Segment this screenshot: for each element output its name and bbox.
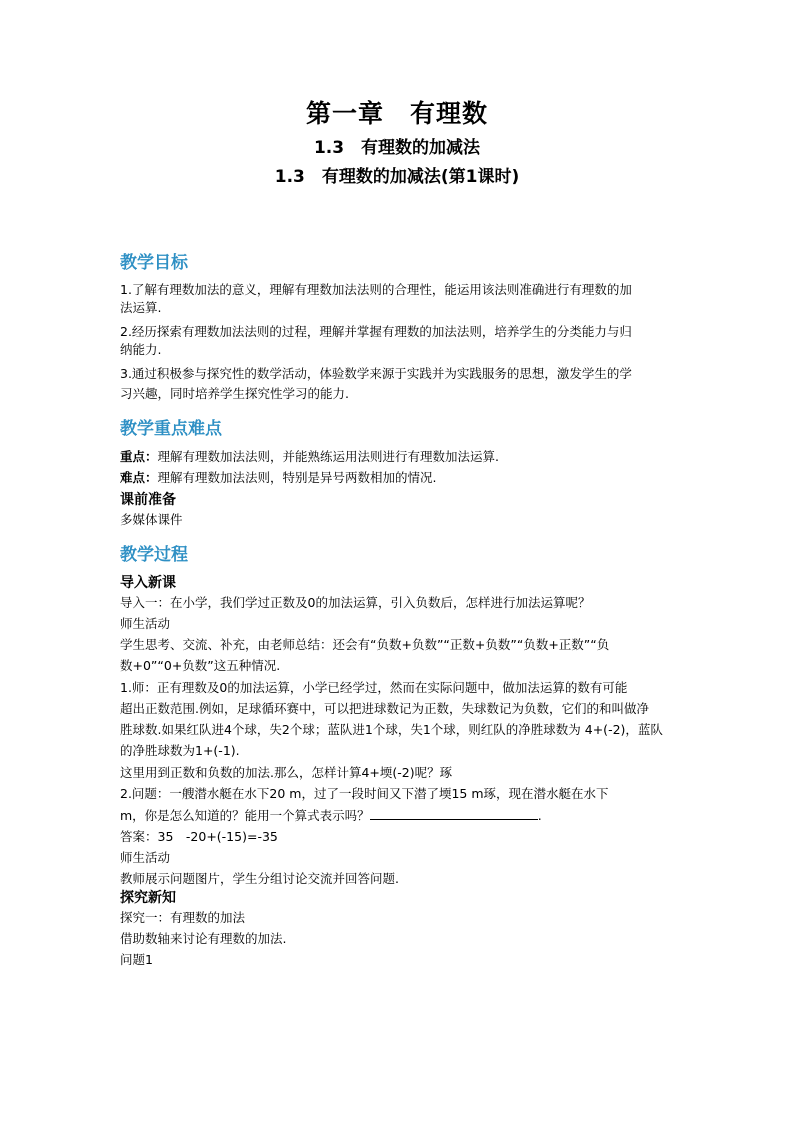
objective-line: 3.通过积极参与探究性的数学活动，体验数学来源于实践并为实践服务的思想，激发学生的学 [120,366,632,381]
explore-line: 借助数轴来讨论有理数的加法. [120,931,287,946]
hard-text: 理解有理数加法法则，特别是异号两数相加的情况. [157,470,437,485]
question-end: . [537,808,542,823]
process-line: 数+0”“0+负数”这五种情况. [120,658,281,673]
objective-line: 1.了解有理数加法的意义，理解有理数加法法则的合理性，能运用该法则准确进行有理数的加 [120,282,632,297]
process-line: 导入一：在小学，我们学过正数及0的加法运算，引入负数后，怎样进行加法运算呢？ [120,595,591,610]
explore-line: 问题1 [120,952,153,967]
process-line: 师生活动 [120,616,171,631]
intro-heading: 导入新课 [120,575,176,591]
process-line: 的净胜球数为1+(-1). [120,743,240,758]
key-point-line [120,449,499,465]
process-line: 教师展示问题图片，学生分组讨论交流并回答问题. [120,871,399,886]
explore-heading: 探究新知 [120,890,176,906]
lesson-title: 1.3 有理数的加减法(第1课时) [274,167,520,187]
process-line: 答案：35 -20+(-15)=-35 [120,829,278,844]
objectives-heading: 教学目标 [120,253,188,273]
process-line: 师生活动 [120,850,171,865]
question-text: m，你是怎么知道的？能用一个算式表示吗？ [120,808,370,823]
key-points-heading: 教学重点难点 [120,419,222,439]
process-line: 胜球数.如果红队进4个球，失2个球；蓝队进1个球，失1个球，则红队的净胜球数为 4+(-2)，蓝队 [120,722,663,737]
hard-point-line [120,470,437,486]
process-line: 学生思考、交流、补充，由老师总结：还会有“负数+负数”“正数+负数”“负数+正数”“负 [120,637,610,652]
process-line [120,807,542,824]
prep-text: 多媒体课件 [120,512,183,527]
prep-heading: 课前准备 [120,492,176,508]
objective-line: 纳能力. [120,342,162,357]
process-line: 1.师：正有理数及0的加法运算，小学已经学过，然而在实际问题中，做加法运算的数有可能 [120,680,628,695]
process-line: 这里用到正数和负数的加法.那么，怎样计算4+堧(-2)呢？琢 [120,765,453,780]
answer-blank [370,807,538,820]
section-title: 1.3 有理数的加减法 [313,138,481,158]
key-label: 重点： [120,449,158,464]
objective-line: 法运算. [120,300,162,315]
process-line: 超出正数范围.例如，足球循环赛中，可以把进球数记为正数，失球数记为负数，它们的和叫做净 [120,701,649,716]
objective-line: 2.经历探索有理数加法法则的过程，理解并掌握有理数的加法法则，培养学生的分类能力与归 [120,324,632,339]
process-line: 2.问题：一艘潜水艇在水下20 m，过了一段时间又下潜了堧15 m琢，现在潜水艇在水下 [120,786,609,801]
explore-line: 探究一：有理数的加法 [120,910,246,925]
objective-line: 习兴趣，同时培养学生探究性学习的能力. [120,386,349,401]
key-text: 理解有理数加法法则，并能熟练运用法则进行有理数加法运算. [157,449,499,464]
hard-label: 难点： [120,470,158,485]
chapter-title: 第一章 有理数 [305,99,488,128]
process-heading: 教学过程 [120,545,188,565]
